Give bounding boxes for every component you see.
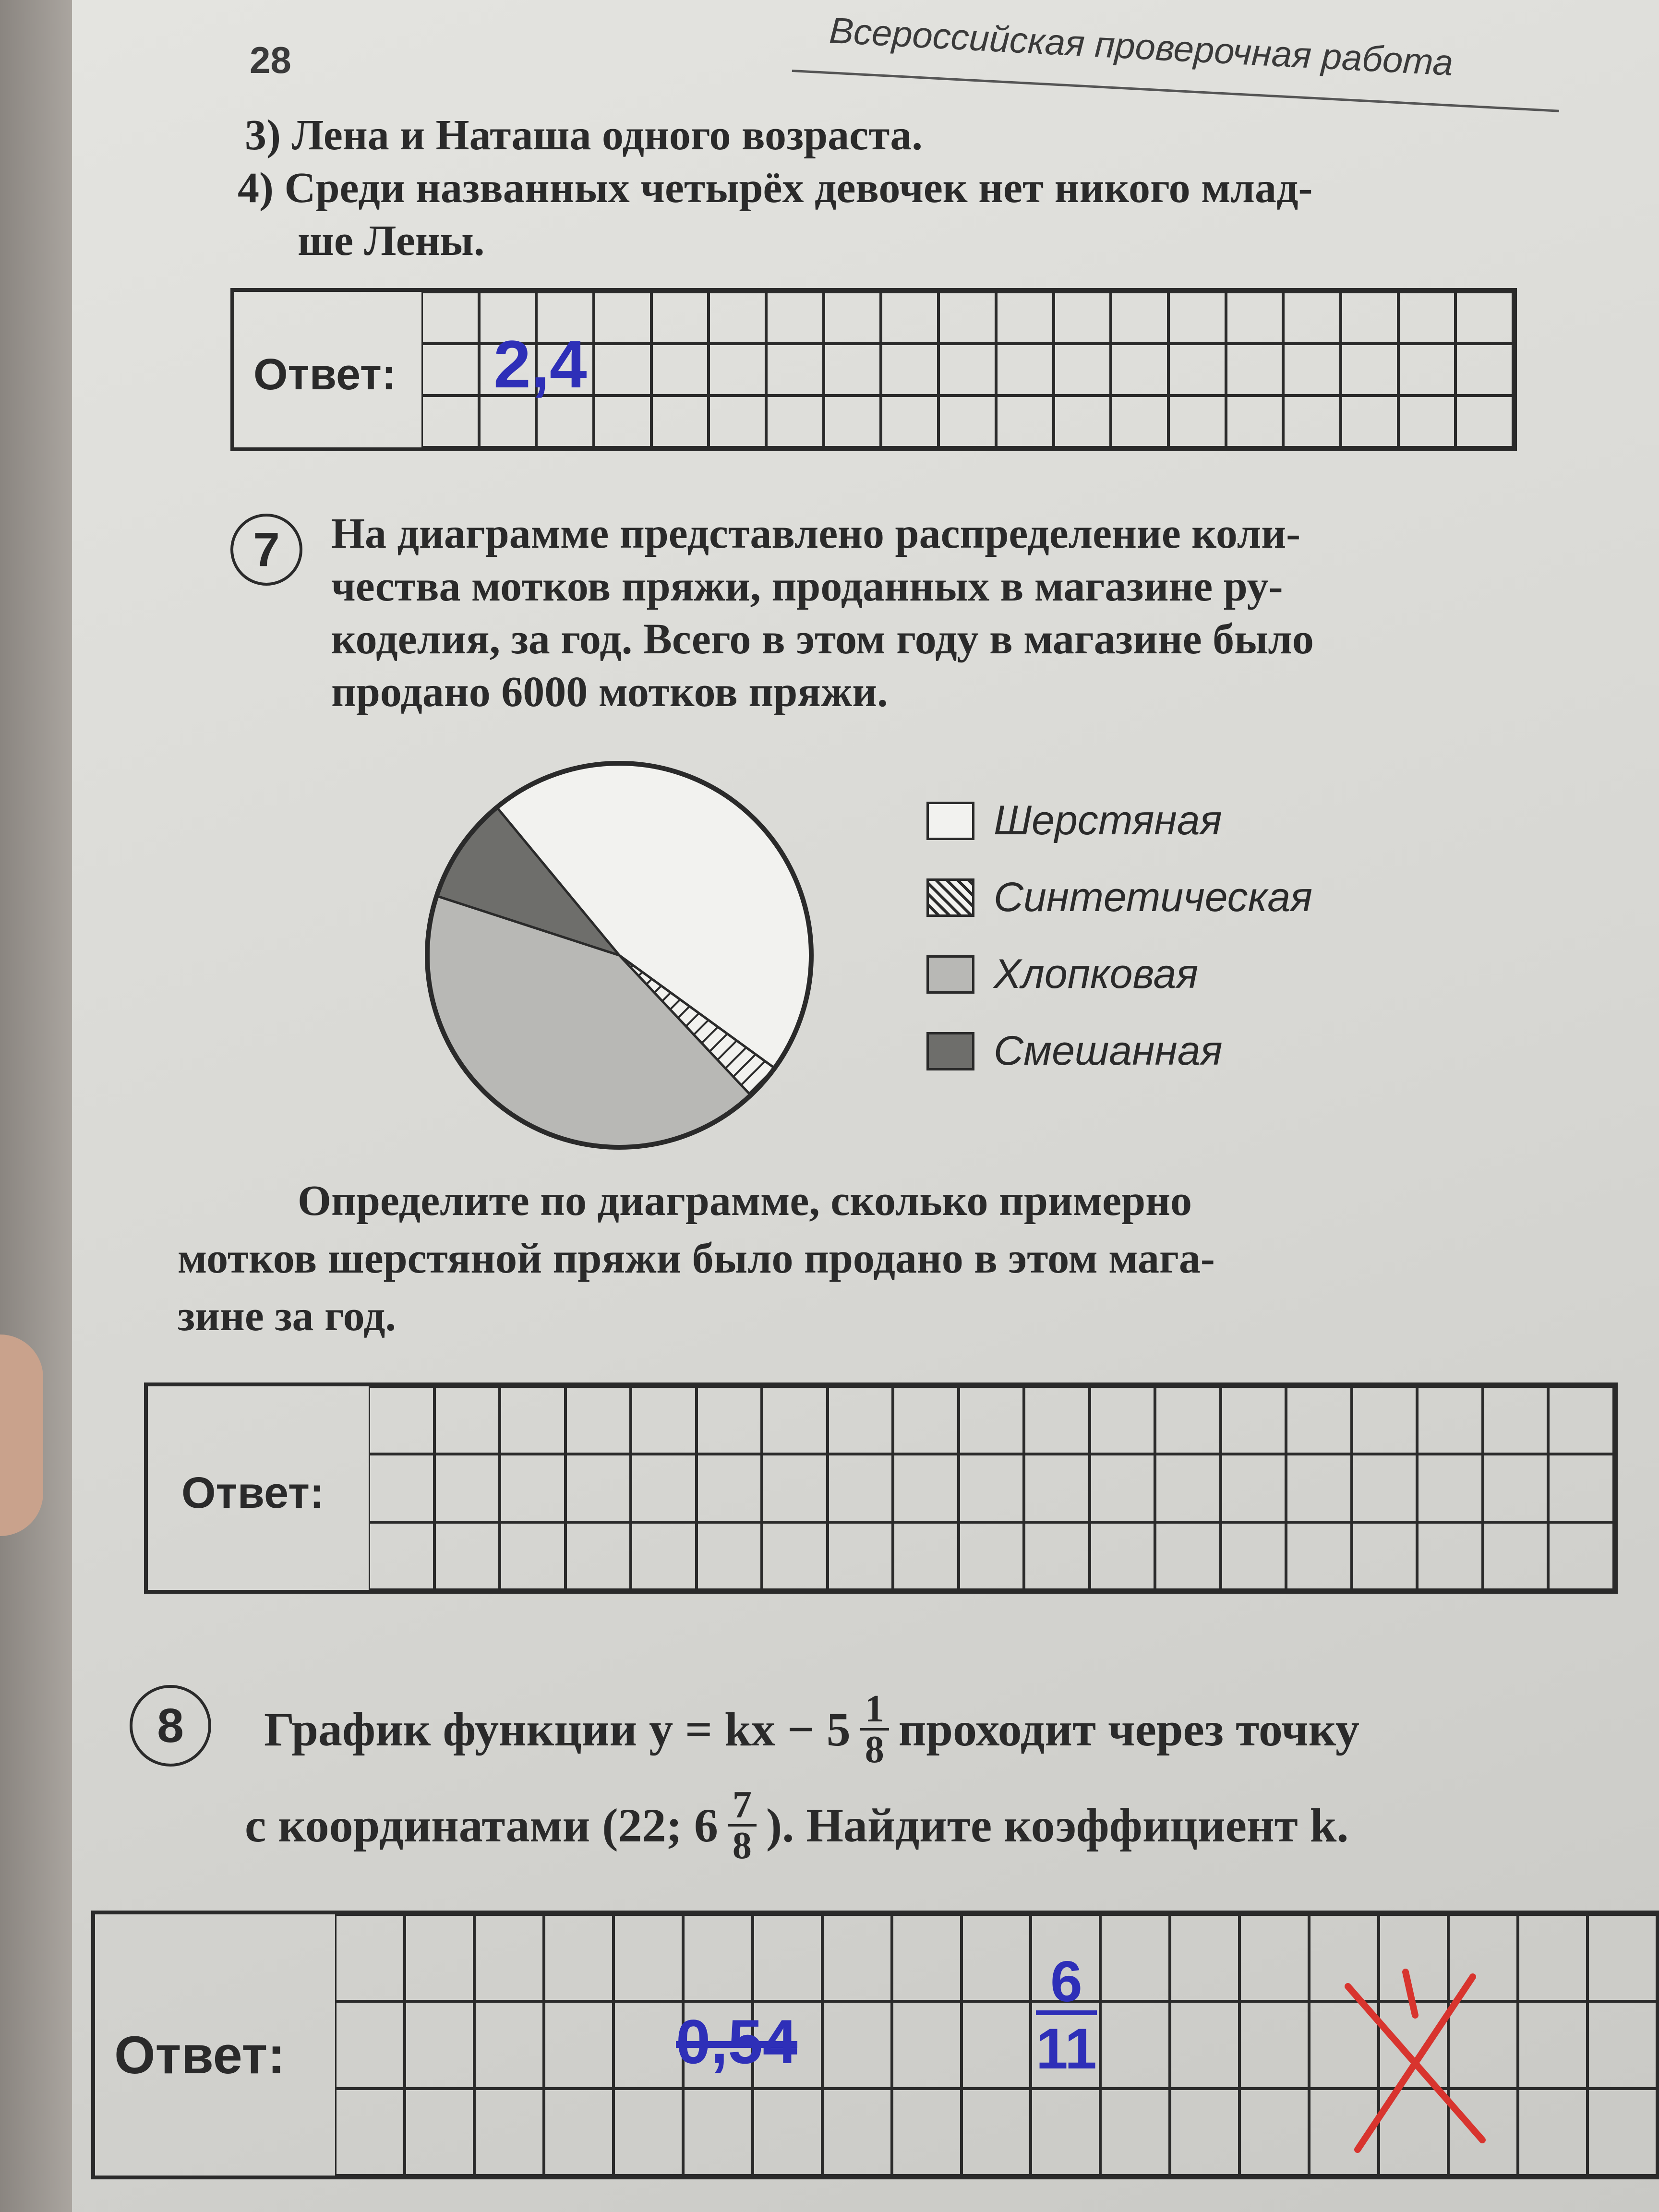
answer-cell[interactable] (565, 1454, 631, 1522)
answer-cell[interactable] (709, 292, 766, 344)
answer-cell[interactable] (651, 292, 709, 344)
answer-cell[interactable] (500, 1454, 565, 1522)
answer-cell[interactable] (1054, 292, 1111, 344)
answer-cell[interactable] (1155, 1454, 1221, 1522)
answer-cell[interactable] (881, 292, 938, 344)
answer-cell[interactable] (1226, 396, 1284, 447)
answer-cell[interactable] (1031, 2089, 1100, 2176)
answer-cell[interactable] (828, 1522, 893, 1590)
answer-cell[interactable] (938, 396, 996, 447)
answer-cell[interactable] (1352, 1454, 1418, 1522)
answer-cell[interactable] (1483, 1454, 1549, 1522)
answer-cell[interactable] (613, 2001, 683, 2088)
task8-fraction-answer (1036, 1949, 1097, 2081)
answer-cell[interactable] (594, 344, 651, 396)
answer-cell[interactable] (544, 1914, 613, 2001)
answer-cell[interactable] (962, 1914, 1031, 2001)
answer-cell[interactable] (892, 2001, 962, 2088)
task7-question-line-3: зине за год. (178, 1292, 397, 1340)
task8-crossed-answer: 0,54 (676, 2007, 798, 2077)
answer-cell[interactable] (369, 1454, 434, 1522)
task8-answer-label: Ответ: (114, 2026, 285, 2085)
answer-cell[interactable] (822, 2089, 892, 2176)
answer-cell[interactable] (421, 344, 479, 396)
answer-cell[interactable] (1054, 396, 1111, 447)
answer-cell[interactable] (1286, 1454, 1352, 1522)
task8-fraction-1 (860, 1690, 889, 1769)
answer-cell[interactable] (544, 2089, 613, 2176)
answer-cell[interactable] (651, 344, 709, 396)
answer-cell[interactable] (762, 1522, 828, 1590)
answer-cell[interactable] (938, 344, 996, 396)
answer-cell[interactable] (959, 1522, 1024, 1590)
answer-cell[interactable] (709, 344, 766, 396)
answer-cell[interactable] (1170, 2089, 1239, 2176)
answer-cell[interactable] (1587, 2089, 1657, 2176)
legend-swatch-wool (926, 802, 974, 840)
answer-cell[interactable] (1417, 1522, 1483, 1590)
answer-cell[interactable] (1483, 1386, 1549, 1454)
answer-cell[interactable] (1341, 344, 1398, 396)
answer-cell[interactable] (1024, 1454, 1090, 1522)
legend-item-cotton (926, 950, 1198, 998)
answer-cell[interactable] (1168, 396, 1226, 447)
task8-line-1 (264, 1690, 1359, 1769)
answer-cell[interactable] (1100, 1914, 1170, 2001)
yarn-pie-chart (408, 749, 888, 1162)
answer-cell[interactable] (474, 2001, 544, 2088)
answer-cell[interactable] (828, 1454, 893, 1522)
answer-cell[interactable] (594, 292, 651, 344)
legend-label-mixed: Смешанная (994, 1028, 1223, 1074)
answer-cell[interactable] (1221, 1386, 1286, 1454)
answer-cell[interactable] (613, 1914, 683, 2001)
answer-cell[interactable] (1341, 292, 1398, 344)
answer-cell[interactable] (1283, 344, 1341, 396)
answer-cell[interactable] (1283, 292, 1341, 344)
task8-frac1-den: 8 (860, 1728, 889, 1769)
answer-cell[interactable] (697, 1522, 762, 1590)
answer-cell[interactable] (1239, 2089, 1309, 2176)
answer-cell[interactable] (962, 2089, 1031, 2176)
answer-cell[interactable] (434, 1522, 500, 1590)
task6-option-3: 3) Лена и Наташа одного возраста. (245, 111, 923, 159)
answer-cell[interactable] (1341, 396, 1398, 447)
answer-cell[interactable] (1483, 1522, 1549, 1590)
answer-cell[interactable] (959, 1454, 1024, 1522)
answer-cell[interactable] (434, 1454, 500, 1522)
answer-cell[interactable] (479, 396, 537, 447)
answer-cell[interactable] (1398, 396, 1456, 447)
answer-cell[interactable] (1455, 396, 1513, 447)
task8-frac2-num: 7 (732, 1784, 752, 1826)
answer-cell[interactable] (822, 2001, 892, 2088)
task6-option-4-line1: 4) Среди названных четырёх девочек нет никого млад- (238, 164, 1313, 212)
answer-cell[interactable] (613, 2089, 683, 2176)
legend-label-wool: Шерстяная (994, 797, 1222, 843)
answer-cell[interactable] (881, 344, 938, 396)
answer-cell[interactable] (1417, 1386, 1483, 1454)
answer-cell[interactable] (631, 1454, 697, 1522)
answer-cell[interactable] (1239, 1914, 1309, 2001)
answer-cell[interactable] (1226, 292, 1284, 344)
answer-cell[interactable] (996, 344, 1054, 396)
legend-label-cotton: Хлопковая (994, 951, 1199, 997)
answer-cell[interactable] (1100, 2001, 1170, 2088)
answer-cell[interactable] (828, 1386, 893, 1454)
task8-line2-prefix: с координатами (22; 6 (245, 1799, 718, 1852)
answer-cell[interactable] (1239, 2001, 1309, 2088)
task8-line1-prefix: График функции y = kx − 5 (264, 1703, 851, 1756)
answer-cell[interactable] (1168, 292, 1226, 344)
answer-cell[interactable] (1398, 344, 1456, 396)
answer-cell[interactable] (1100, 2089, 1170, 2176)
answer-cell[interactable] (996, 396, 1054, 447)
task7-question-line-2: мотков шерстяной пряжи было продано в этом мага- (178, 1235, 1215, 1282)
answer-cell[interactable] (766, 396, 824, 447)
answer-cell[interactable] (1155, 1386, 1221, 1454)
answer-cell[interactable] (1518, 2089, 1587, 2176)
task7-question-line-1: Определите по диаграмме, сколько примерно (298, 1177, 1192, 1225)
answer-cell[interactable] (1518, 1914, 1587, 2001)
task8-answer-box (91, 1911, 1659, 2179)
answer-cell[interactable] (697, 1454, 762, 1522)
legend-item-wool (926, 797, 1222, 844)
legend-item-mixed (926, 1027, 1223, 1075)
answer-cell[interactable] (474, 2089, 544, 2176)
answer-cell[interactable] (1054, 344, 1111, 396)
legend-swatch-synthetic (926, 878, 974, 917)
answer-cell[interactable] (1283, 396, 1341, 447)
answer-cell[interactable] (1417, 1454, 1483, 1522)
answer-cell[interactable] (544, 2001, 613, 2088)
task6-option-4-line2: ше Лены. (298, 217, 485, 264)
task7-answer-label: Ответ: (181, 1468, 325, 1517)
page-number: 28 (250, 39, 291, 81)
answer-cell[interactable] (766, 344, 824, 396)
answer-cell[interactable] (1587, 1914, 1657, 2001)
answer-cell[interactable] (1090, 1454, 1155, 1522)
answer-cell[interactable] (893, 1386, 959, 1454)
answer-cell[interactable] (1024, 1522, 1090, 1590)
answer-cell[interactable] (1170, 2001, 1239, 2088)
task7-answer-box (144, 1382, 1618, 1594)
answer-cell[interactable] (824, 292, 881, 344)
answer-cell[interactable] (892, 1914, 962, 2001)
answer-cell[interactable] (434, 1386, 500, 1454)
answer-cell[interactable] (421, 292, 479, 344)
answer-cell[interactable] (631, 1522, 697, 1590)
answer-cell[interactable] (881, 396, 938, 447)
answer-cell[interactable] (824, 396, 881, 447)
answer-cell[interactable] (1170, 1914, 1239, 2001)
legend-item-synthetic (926, 874, 1312, 921)
answer-cell[interactable] (1221, 1522, 1286, 1590)
answer-cell[interactable] (536, 396, 594, 447)
answer-cell[interactable] (762, 1454, 828, 1522)
answer-cell[interactable] (1352, 1386, 1418, 1454)
answer-cell[interactable] (1455, 292, 1513, 344)
task7-number: 7 (230, 514, 302, 586)
answer-cell[interactable] (697, 1386, 762, 1454)
answer-cell[interactable] (996, 292, 1054, 344)
answer-cell[interactable] (1111, 396, 1168, 447)
answer-cell[interactable] (1352, 1522, 1418, 1590)
answer-cell[interactable] (753, 1914, 822, 2001)
answer-cell[interactable] (1090, 1386, 1155, 1454)
answer-cell[interactable] (1090, 1522, 1155, 1590)
answer-cell[interactable] (822, 1914, 892, 2001)
answer-cell[interactable] (683, 1914, 753, 2001)
task6-answer-label: Ответ: (253, 350, 397, 399)
answer-cell[interactable] (335, 2089, 405, 2176)
answer-cell[interactable] (335, 1914, 405, 2001)
answer-cell[interactable] (1168, 344, 1226, 396)
answer-cell[interactable] (1398, 292, 1456, 344)
task8-line1-suffix: проходит через точку (898, 1703, 1359, 1756)
task8-line2-suffix: ). Найдите коэффициент k. (766, 1799, 1349, 1852)
pie-slices (427, 763, 811, 1147)
task7-text-line-1: На диаграмме представлено распределение коли- (331, 510, 1301, 557)
answer-cell[interactable] (405, 2001, 474, 2088)
answer-cell[interactable] (1518, 2001, 1587, 2088)
answer-cell[interactable] (500, 1386, 565, 1454)
answer-cell[interactable] (892, 2089, 962, 2176)
task7-text-line-3: коделия, за год. Всего в этом году в магазине было (331, 615, 1314, 663)
answer-cell[interactable] (1226, 344, 1284, 396)
answer-cell[interactable] (893, 1522, 959, 1590)
task8-frac-answer-num: 6 (1050, 1949, 1082, 2014)
answer-cell[interactable] (683, 2089, 753, 2176)
task8-frac2-den: 8 (728, 1824, 757, 1865)
running-title: Всероссийская проверочная работа (828, 10, 1455, 84)
task8-frac-answer-den: 11 (1036, 2010, 1097, 2078)
answer-cell[interactable] (1286, 1522, 1352, 1590)
answer-cell[interactable] (893, 1454, 959, 1522)
answer-cell[interactable] (651, 396, 709, 447)
answer-cell[interactable] (938, 292, 996, 344)
task7-text-line-4: продано 6000 мотков пряжи. (331, 668, 888, 716)
legend-swatch-cotton (926, 955, 974, 994)
answer-cell[interactable] (500, 1522, 565, 1590)
answer-cell[interactable] (753, 2089, 822, 2176)
answer-cell[interactable] (1548, 1386, 1614, 1454)
answer-cell[interactable] (594, 396, 651, 447)
legend-swatch-mixed (926, 1032, 974, 1070)
answer-cell[interactable] (709, 396, 766, 447)
task6-handwritten-answer: 2,4 (493, 326, 587, 402)
answer-cell[interactable] (474, 1914, 544, 2001)
task7-text-line-2: чества мотков пряжи, проданных в магазине ру- (331, 563, 1283, 610)
task8-line-2 (245, 1786, 1348, 1865)
answer-cell[interactable] (959, 1386, 1024, 1454)
answer-cell[interactable] (565, 1386, 631, 1454)
finger (0, 1334, 43, 1536)
answer-cell[interactable] (962, 2001, 1031, 2088)
answer-cell[interactable] (421, 396, 479, 447)
answer-cell[interactable] (369, 1522, 434, 1590)
task8-fraction-2 (728, 1786, 757, 1865)
task8-frac1-num: 1 (865, 1688, 884, 1730)
answer-cell[interactable] (824, 344, 881, 396)
legend-label-synthetic: Синтетическая (994, 874, 1312, 920)
answer-cell[interactable] (1548, 1522, 1614, 1590)
answer-cell[interactable] (369, 1386, 434, 1454)
answer-cell[interactable] (405, 2089, 474, 2176)
answer-cell[interactable] (565, 1522, 631, 1590)
answer-cell[interactable] (1155, 1522, 1221, 1590)
workbook-page (72, 0, 1659, 2212)
answer-cell[interactable] (1455, 344, 1513, 396)
answer-cell[interactable] (335, 2001, 405, 2088)
answer-cell[interactable] (1548, 1454, 1614, 1522)
answer-cell[interactable] (766, 292, 824, 344)
task8-number: 8 (130, 1685, 211, 1767)
answer-cell[interactable] (405, 1914, 474, 2001)
red-cross-mark (1319, 1958, 1511, 2159)
answer-cell[interactable] (1587, 2001, 1657, 2088)
answer-cell[interactable] (1286, 1386, 1352, 1454)
answer-cell[interactable] (1024, 1386, 1090, 1454)
task7-answer-grid[interactable] (369, 1386, 1614, 1590)
task6-answer-box (230, 288, 1517, 451)
answer-cell[interactable] (1111, 292, 1168, 344)
answer-cell[interactable] (631, 1386, 697, 1454)
answer-cell[interactable] (1221, 1454, 1286, 1522)
answer-cell[interactable] (762, 1386, 828, 1454)
answer-cell[interactable] (1111, 344, 1168, 396)
